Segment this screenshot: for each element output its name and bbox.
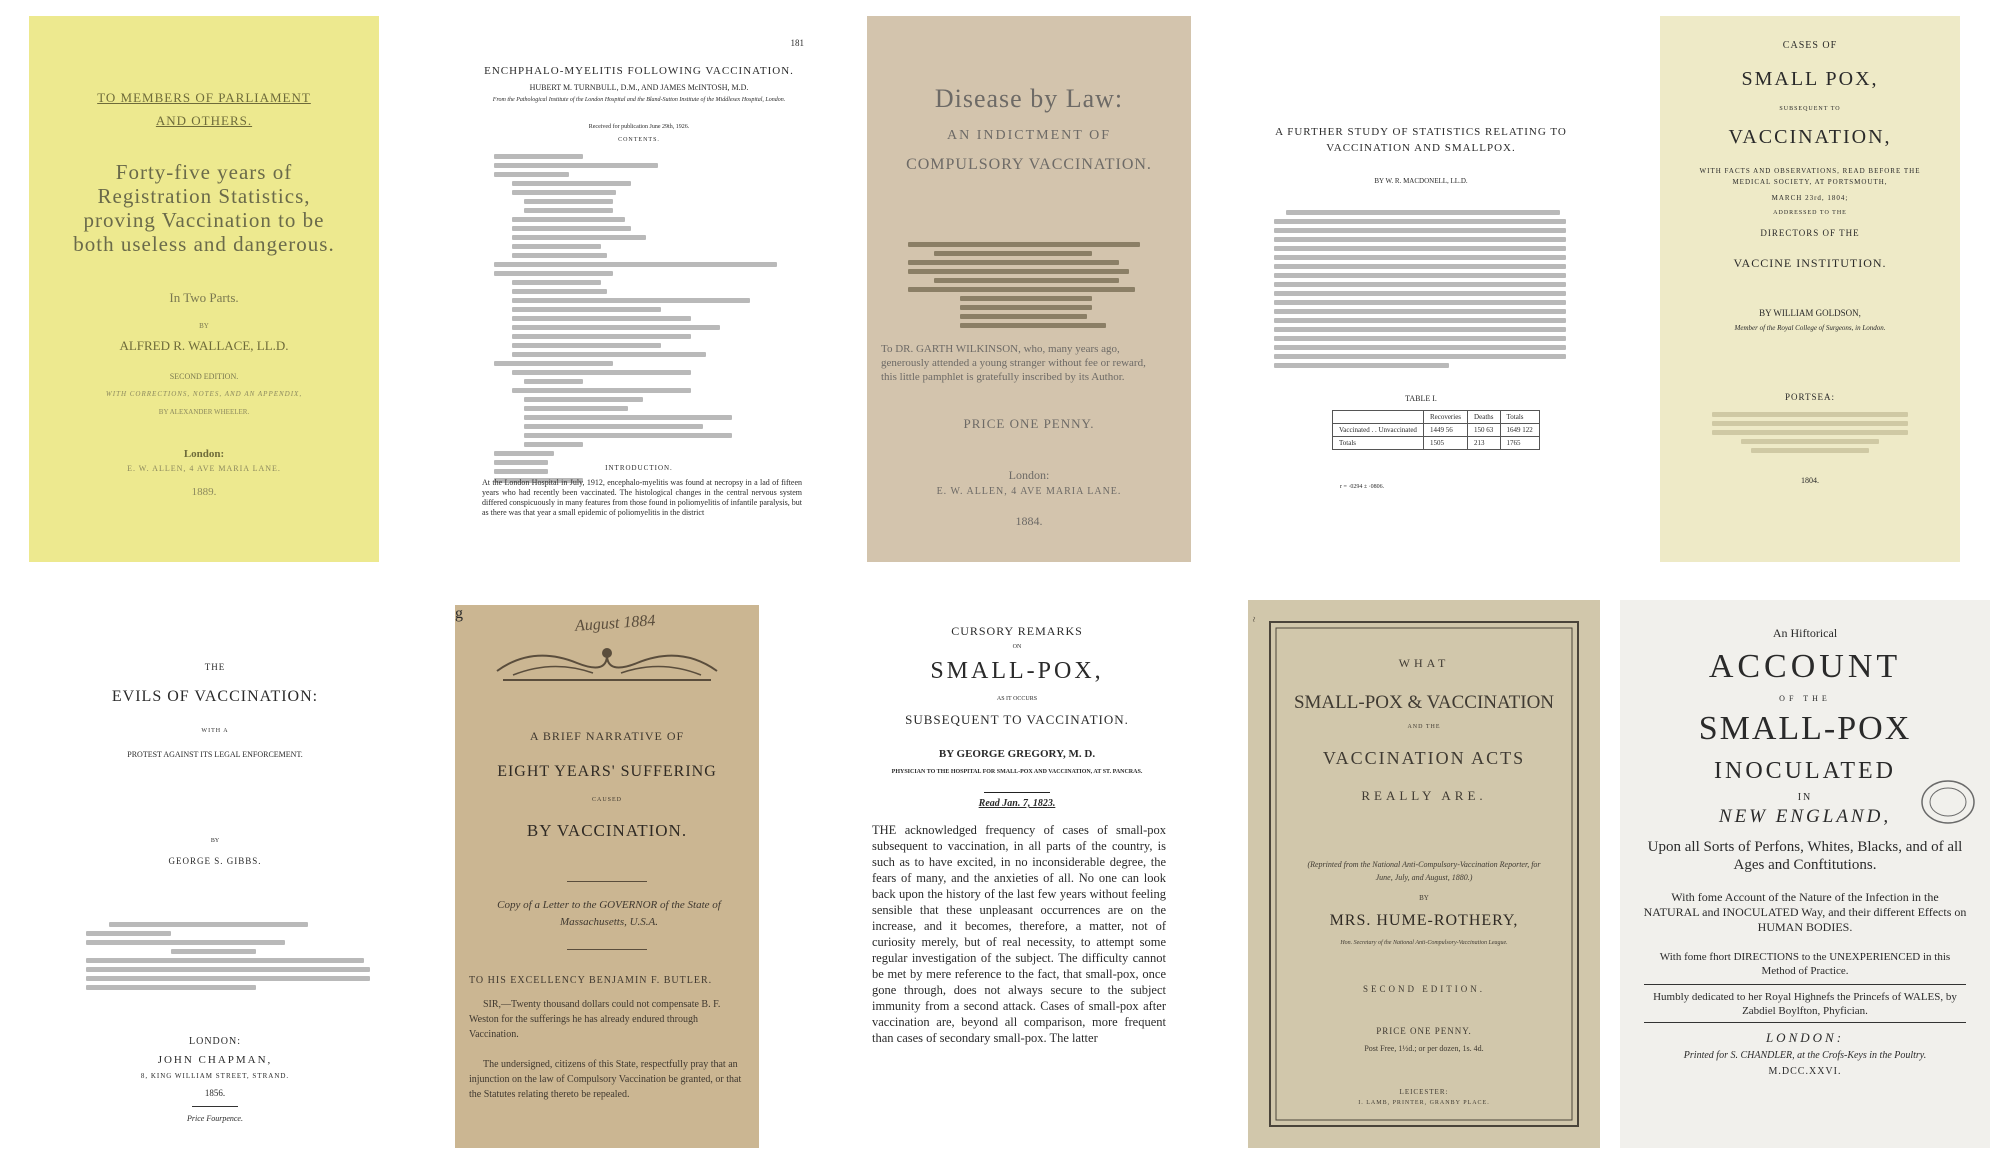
ornament-icon bbox=[493, 639, 721, 685]
t2-affil: From the Pathological Institute of the London Hospital and the Bland-Sutton Institute of the Middlesex Hospital, London. bbox=[492, 97, 786, 103]
t1-by: BY bbox=[199, 322, 209, 330]
t2-contents-list bbox=[494, 150, 792, 487]
t8-body: THE acknowledged frequency of cases of small-pox subsequent to vaccination, in all parts of the country, is such as to have excited, in no inconsiderable degree, the fears of many, and the anxieties of all. No one can look back upon the history of the last few years without feeling sensible that these unpleasant occurrences are on the increase, and it becomes, therefore, a matter, not of curiosity merely, but of real necessity, to attempt some regular investigation of the subject. The difficulty cannot be met by mere reference to the fact, that small-pox, once gone through, does not always secure to the subject immunity from a second attack. Cases of small-pox after vaccination are, beyond all comparison, more frequent than cases of secondary small-pox. The latter bbox=[872, 823, 1166, 1045]
t5-member: Member of the Royal College of Surgeons, in London. bbox=[1734, 324, 1886, 332]
t3-subtitle-line2: COMPULSORY VACCINATION. bbox=[906, 156, 1152, 173]
t10-new-england: NEW ENGLAND, bbox=[1718, 806, 1892, 827]
t9-title: SMALL-POX & VACCINATION bbox=[1293, 692, 1555, 713]
t2-intro-text: At the London Hospital in July, 1912, encephalo-myelitis was found at necropsy in a lad of fifteen years who had recently been vaccinated. The histological changes in the central nervous system differed conspicuously in many features from those found in poliomyelitis of infantile paralysis, but as there was that year a small epidemic of poliomyelitis in the district bbox=[482, 478, 802, 517]
t1-top-line1: TO MEMBERS OF PARLIAMENT bbox=[97, 90, 311, 105]
t9-price: PRICE ONE PENNY. bbox=[1376, 1026, 1472, 1036]
t4-title-line1: A FURTHER STUDY OF STATISTICS RELATING TO bbox=[1275, 126, 1567, 138]
t10-year: M.DCC.XXVI. bbox=[1768, 1066, 1842, 1077]
t9-margin-handwriting-icon: ~ bbox=[1248, 615, 1261, 624]
t10-account: ACCOUNT bbox=[1708, 648, 1902, 685]
t8-physician: PHYSICIAN TO THE HOSPITAL FOR SMALL-POX AND VACCINATION, AT ST. PANCRAS. bbox=[891, 769, 1143, 775]
t6-year: 1856. bbox=[204, 1088, 226, 1098]
table-row bbox=[1333, 411, 1540, 424]
t8-on: ON bbox=[1012, 644, 1022, 650]
table-cell: Totals bbox=[1500, 411, 1539, 424]
t10-rule-2 bbox=[1644, 1022, 1966, 1023]
t5-date: MARCH 23rd, 1804; bbox=[1771, 194, 1849, 202]
cover-hume-rothery[interactable] bbox=[1248, 600, 1600, 1148]
t3-subtitle-line1: AN INDICTMENT OF bbox=[947, 128, 1111, 143]
article-macdonell[interactable] bbox=[1236, 16, 1606, 562]
t7-eight-years: EIGHT YEARS' SUFFERING bbox=[497, 763, 717, 780]
t5-with-facts: WITH FACTS AND OBSERVATIONS, READ BEFORE THE MEDICAL SOCIETY, AT PORTSMOUTH, bbox=[1699, 167, 1921, 186]
t3-title: Disease by Law: bbox=[934, 84, 1124, 113]
t10-directions: With fome fhort DIRECTIONS to the UNEXPERIENCED in this Method of Practice. bbox=[1659, 951, 1951, 977]
table-cell: Recoveries bbox=[1423, 411, 1467, 424]
t7-rule-2 bbox=[567, 949, 647, 950]
t1-city: London: bbox=[183, 448, 225, 460]
t1-year: 1889. bbox=[191, 486, 217, 498]
cover-eight-years[interactable]: August 1884 A BRIEF NARRATIVE OF EIGHT YEARS' SUFFERING CAUSED BY VACCINATION. Copy of a Letter to the GOVERNOR of the State of Massachusetts, U.S.A. TO HIS EXCELLENCY BENJAMIN F. BUTLER. SIR,—Twenty thousand dollars could not compensate B. F. Weston for the sufferings he has already endured through Vaccination. g The undersigned, citizens of this State, respectfully pray that an injunction on the law of Compulsory Vaccination be granted, or that the Statutes relating thereto be repealed. bbox=[455, 605, 759, 1148]
t5-directors: DIRECTORS OF THE bbox=[1760, 228, 1860, 238]
t8-subsequent: SUBSEQUENT TO VACCINATION. bbox=[905, 712, 1129, 727]
t3-epigraphs bbox=[897, 238, 1161, 332]
t7-excellency: TO HIS EXCELLENCY BENJAMIN F. BUTLER. bbox=[469, 975, 713, 986]
t4-table-label: TABLE I. bbox=[1405, 394, 1437, 403]
t4-author: BY W. R. MACDONELL, LL.D. bbox=[1374, 177, 1468, 185]
t10-an-historical: An Hiftorical bbox=[1772, 626, 1838, 640]
t7-caused: CAUSED bbox=[591, 797, 622, 803]
t9-city: LEICESTER: bbox=[1399, 1088, 1449, 1096]
t1-top-line2: AND OTHERS. bbox=[155, 113, 253, 128]
t1-edition: SECOND EDITION. bbox=[169, 372, 239, 381]
t1-parts: In Two Parts. bbox=[169, 290, 239, 305]
t9-and-the: AND THE bbox=[1407, 724, 1441, 730]
t2-authors: HUBERT M. TURNBULL, D.M., AND JAMES McINTOSH, M.D. bbox=[529, 83, 749, 92]
t3-city: London: bbox=[1008, 468, 1050, 482]
t8-cursory: CURSORY REMARKS bbox=[951, 624, 1083, 638]
t5-cases-of: CASES OF bbox=[1782, 40, 1838, 51]
t7-copy-letter: Copy of a Letter to the GOVERNOR of the State of Massachusetts, U.S.A. bbox=[497, 899, 721, 928]
t9-secretary: Hon. Secretary of the National Anti-Compulsory-Vaccination League. bbox=[1340, 940, 1508, 946]
article-turnbull[interactable] bbox=[424, 16, 854, 562]
cover-goldson[interactable] bbox=[1660, 16, 1960, 562]
t5-by: BY WILLIAM GOLDSON, bbox=[1759, 308, 1861, 318]
t6-quotations bbox=[86, 918, 370, 994]
table-cell: 1505 bbox=[1423, 437, 1467, 450]
t5-year: 1804. bbox=[1801, 476, 1819, 485]
t9-what: WHAT bbox=[1398, 656, 1450, 670]
t5-city: PORTSEA: bbox=[1785, 392, 1835, 402]
t3-year: 1884. bbox=[1015, 514, 1043, 528]
t6-publisher: JOHN CHAPMAN, bbox=[157, 1054, 273, 1066]
t3-publisher: E. W. ALLEN, 4 AVE MARIA LANE. bbox=[936, 486, 1122, 497]
t9-edition: SECOND EDITION. bbox=[1363, 984, 1485, 994]
t2-received: Received for publication June 29th, 1926. bbox=[588, 124, 690, 130]
t6-author: GEORGE S. GIBBS. bbox=[168, 856, 262, 866]
t6-protest: PROTEST AGAINST ITS LEGAL ENFORCEMENT. bbox=[127, 750, 303, 759]
t3-price: PRICE ONE PENNY. bbox=[963, 416, 1095, 431]
t6-city: LONDON: bbox=[189, 1036, 241, 1047]
table-cell: Deaths bbox=[1468, 411, 1500, 424]
t7-narrative: A BRIEF NARRATIVE OF bbox=[529, 729, 685, 743]
t9-printer: I. LAMB, PRINTER, GRANBY PLACE. bbox=[1358, 1100, 1490, 1106]
table-cell: Vaccinated . . Unvaccinated bbox=[1333, 424, 1424, 437]
t5-imprint bbox=[1712, 408, 1908, 457]
t2-contents-heading: CONTENTS. bbox=[618, 137, 660, 143]
t6-the: THE bbox=[204, 662, 226, 672]
t10-small-pox: SMALL-POX bbox=[1698, 710, 1912, 747]
table-cell: 1649 122 bbox=[1500, 424, 1539, 437]
t8-by: BY GEORGE GREGORY, M. D. bbox=[938, 748, 1096, 760]
table-cell bbox=[1333, 411, 1424, 424]
t10-of-the: OF THE bbox=[1779, 694, 1831, 703]
t8-small-pox: SMALL-POX, bbox=[930, 658, 1104, 684]
t10-dedicated: Humbly dedicated to her Royal Highnefs the Princefs of WALES, by Zabdiel Boylfton, Phyfician. bbox=[1653, 991, 1957, 1017]
t1-author: ALFRED R. WALLACE, LL.D. bbox=[119, 338, 289, 353]
cover-disease-by-law[interactable] bbox=[867, 16, 1191, 562]
table-cell: 213 bbox=[1468, 437, 1500, 450]
t10-printed: Printed for S. CHANDLER, at the Crofs-Keys in the Poultry. bbox=[1683, 1050, 1927, 1061]
t10-city: LONDON: bbox=[1765, 1030, 1845, 1045]
t1-with: WITH CORRECTIONS, NOTES, AND AN APPENDIX, bbox=[105, 390, 303, 398]
t10-rule-1 bbox=[1644, 984, 1966, 985]
t2-page-no: 181 bbox=[790, 38, 804, 48]
cover-gibbs[interactable] bbox=[30, 600, 400, 1148]
t8-rule bbox=[984, 792, 1050, 793]
table-cell: 1449 56 bbox=[1423, 424, 1467, 437]
t1-by-wheeler: BY ALEXANDER WHEELER. bbox=[158, 408, 250, 416]
t4-table-note: r = ·0294 ± ·0806. bbox=[1340, 484, 1385, 490]
t6-title: EVILS OF VACCINATION: bbox=[111, 688, 319, 705]
t5-vaccination: VACCINATION, bbox=[1728, 126, 1892, 148]
cover-gregory[interactable] bbox=[832, 600, 1202, 1148]
t9-post: Post Free, 1½d.; or per dozen, 1s. 4d. bbox=[1364, 1044, 1484, 1053]
table-row bbox=[1333, 424, 1540, 437]
t6-price: Price Fourpence. bbox=[187, 1114, 243, 1123]
t7-rule-1 bbox=[567, 881, 647, 882]
t4-statistics-table bbox=[1332, 410, 1540, 450]
cover-boylston[interactable] bbox=[1620, 600, 1990, 1148]
table-cell: 150 63 bbox=[1468, 424, 1500, 437]
t7-handwriting: August 1884 bbox=[574, 612, 656, 635]
t9-really-are: REALLY ARE. bbox=[1361, 788, 1487, 803]
t7-para1: SIR,—Twenty thousand dollars could not compensate B. F. Weston for the sufferings he has already endured through Vaccination. bbox=[469, 999, 721, 1040]
t7-para2: The undersigned, citizens of this State, respectfully pray that an injunction on the law of Compulsory Vaccination be granted, or that the Statutes relating thereto be repealed. bbox=[469, 1059, 742, 1100]
t6-by: BY bbox=[210, 838, 220, 844]
t8-read: Read Jan. 7, 1823. bbox=[978, 798, 1056, 809]
t2-intro-heading: INTRODUCTION. bbox=[605, 464, 673, 472]
t8-as-it: AS IT OCCURS bbox=[996, 696, 1038, 702]
t9-reprinted: (Reprinted from the National Anti-Compulsory-Vaccination Reporter, for June, July, and August, 1880.) bbox=[1307, 860, 1541, 882]
t7-by-vaccination: BY VACCINATION. bbox=[526, 821, 688, 840]
t1-title: Forty-five years of Registration Statistics, proving Vaccination to be both useless and dangerous. bbox=[73, 160, 335, 256]
t4-title-line2: VACCINATION AND SMALLPOX. bbox=[1326, 142, 1516, 154]
t10-upon-all: Upon all Sorts of Perfons, Whites, Blacks, and of all Ages and Conftitutions. bbox=[1647, 839, 1963, 873]
t6-with-a: WITH A bbox=[201, 728, 229, 734]
t9-author: MRS. HUME-ROTHERY, bbox=[1329, 912, 1519, 929]
t1-publisher: E. W. ALLEN, 4 AVE MARIA LANE. bbox=[127, 464, 281, 473]
library-stamp-icon bbox=[1920, 778, 1976, 826]
cover-wallace[interactable] bbox=[29, 16, 379, 562]
t10-with-some: With fome Account of the Nature of the Infection in the NATURAL and INOCULATED Way, and their different Effects on HUMAN BODIES. bbox=[1643, 890, 1967, 934]
t6-address: 8, KING WILLIAM STREET, STRAND. bbox=[140, 1072, 290, 1080]
t3-dedication: To DR. GARTH WILKINSON, who, many years ago, generously attended a young stranger without fee or reward, this little pamphlet is gratefully inscribed by its Author. bbox=[881, 343, 1146, 383]
table-cell: 1765 bbox=[1500, 437, 1539, 450]
t9-by: BY bbox=[1419, 894, 1429, 902]
t4-body bbox=[1274, 206, 1566, 372]
t5-institution: VACCINE INSTITUTION. bbox=[1733, 256, 1887, 270]
t10-inoculated: INOCULATED bbox=[1714, 758, 1896, 784]
table-row bbox=[1333, 437, 1540, 450]
table-cell: Totals bbox=[1333, 437, 1424, 450]
t6-rule bbox=[192, 1106, 238, 1107]
t9-acts: VACCINATION ACTS bbox=[1322, 748, 1526, 768]
t5-small-pox: SMALL POX, bbox=[1741, 68, 1879, 90]
t10-in: IN bbox=[1797, 792, 1813, 803]
t5-addressed: ADDRESSED TO THE bbox=[1773, 210, 1847, 216]
t2-title: ENCHPHALO-MYELITIS FOLLOWING VACCINATION. bbox=[484, 65, 794, 77]
t5-subsequent: SUBSEQUENT TO bbox=[1779, 106, 1841, 112]
